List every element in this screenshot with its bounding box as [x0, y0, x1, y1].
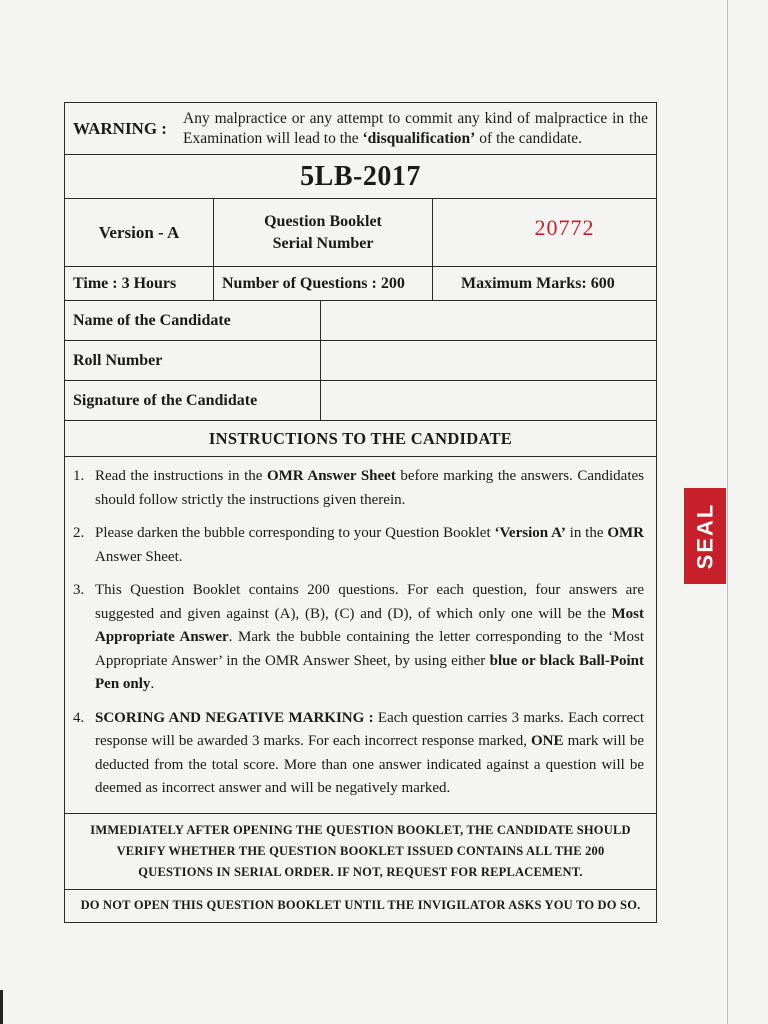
instructions-list	[65, 457, 656, 814]
instruction-text-part: . Mark the bubble containing the letter corresponding to the ‘Most Appropriate Answer’ in the OMR Answer Sheet, by using either	[95, 629, 644, 669]
warning-text	[183, 109, 648, 149]
instruction-text-bold: ONE	[531, 733, 564, 749]
roll-number-label: Roll Number	[65, 341, 321, 380]
roll-number-row	[65, 341, 656, 381]
signature-label: Signature of the Candidate	[65, 381, 321, 420]
signature-row	[65, 381, 656, 421]
instruction-text	[95, 579, 644, 697]
instruction-text-part: Answer Sheet.	[95, 548, 183, 565]
instruction-text-part: Each question carries 3 marks. Each correct response will be awarded 3 marks. For each incorrect response marked,	[95, 709, 644, 749]
marks-info: Maximum Marks: 600	[461, 274, 615, 292]
time-info: Time : 3 Hours	[65, 267, 214, 300]
warning-row	[65, 103, 656, 155]
verification-notice: IMMEDIATELY AFTER OPENING THE QUESTION BOOKLET, THE CANDIDATE SHOULD VERIFY WHETHER THE QUESTION BOOKLET ISSUED CONTAINS ALL THE 200 QUESTIONS IN SERIAL ORDER. IF NOT, REQUEST FOR REPLACEMENT.	[65, 814, 656, 890]
instruction-item	[73, 522, 644, 569]
instruction-text	[95, 707, 644, 801]
warning-text-part: Any malpractice or any attempt to commit any kind of malpractice in the Examination will lead to the	[183, 109, 648, 147]
page-edge	[727, 0, 728, 1024]
exam-code-row	[65, 155, 656, 199]
warning-text-part: of the candidate.	[475, 129, 583, 147]
signature-field[interactable]	[321, 381, 656, 420]
instruction-text-bold: SCORING AND NEGATIVE MARKING :	[95, 709, 374, 726]
instruction-item	[73, 579, 644, 697]
instruction-number: 4.	[73, 709, 85, 726]
version-label: Version - A	[65, 199, 214, 266]
booklet-serial-label	[214, 199, 433, 266]
booklet-cover	[64, 102, 657, 923]
instruction-text	[95, 465, 644, 512]
instruction-text	[95, 522, 644, 569]
instruction-item	[73, 707, 644, 801]
instruction-number: 1.	[73, 468, 85, 484]
candidate-name-row	[65, 301, 656, 341]
instruction-text-part: .	[150, 676, 155, 692]
instruction-number: 3.	[73, 582, 85, 598]
questions-info: Number of Questions : 200	[214, 267, 433, 300]
exam-details-row	[65, 267, 656, 301]
instruction-text-part: before marking the answers. Candidates should follow strictly the instructions given therein.	[95, 468, 644, 508]
version-row	[65, 199, 656, 267]
candidate-name-field[interactable]	[321, 301, 656, 340]
instruction-text-bold: OMR Answer Sheet	[266, 468, 396, 484]
scan-mark	[0, 990, 3, 1024]
instruction-text-bold: ‘Version A’	[494, 525, 566, 541]
instruction-text-bold: blue or black Ball-Point Pen only	[95, 652, 644, 692]
instruction-item	[73, 465, 644, 512]
instruction-text-part: This Question Booklet contains 200 questions. For each question, four answers are suggested and given against (A), (B), (C) and (D), of which only one will be the	[95, 582, 644, 622]
roll-number-field[interactable]	[321, 341, 656, 380]
instruction-text-part: in the	[565, 525, 608, 541]
warning-label: WARNING :	[73, 118, 167, 138]
instructions-heading: INSTRUCTIONS TO THE CANDIDATE	[65, 421, 656, 457]
booklet-serial-label-line: Serial Number	[272, 234, 374, 252]
instruction-text-part: Read the instructions in the	[95, 468, 267, 484]
instruction-text-bold: Most Appropriate Answer	[95, 605, 644, 645]
instruction-text-part: Please darken the bubble corresponding to your Question Booklet	[95, 525, 495, 541]
candidate-name-label: Name of the Candidate	[65, 301, 321, 340]
do-not-open-notice: DO NOT OPEN THIS QUESTION BOOKLET UNTIL THE INVIGILATOR ASKS YOU TO DO SO.	[80, 898, 641, 912]
exam-code: 5LB-2017	[300, 160, 421, 192]
booklet-serial-label-line: Question Booklet	[264, 212, 382, 230]
serial-number: 20772	[534, 214, 595, 240]
instruction-number: 2.	[73, 525, 85, 541]
seal-tab	[684, 488, 726, 584]
instruction-text-bold: OMR	[607, 525, 644, 541]
instruction-text-part: mark will be deducted from the total score. More than one answer indicated against a question will be deemed as incorrect answer and will be negatively marked.	[95, 733, 644, 796]
warning-text-bold: ‘disqualification’	[362, 129, 476, 147]
seal-label: SEAL	[692, 502, 717, 570]
